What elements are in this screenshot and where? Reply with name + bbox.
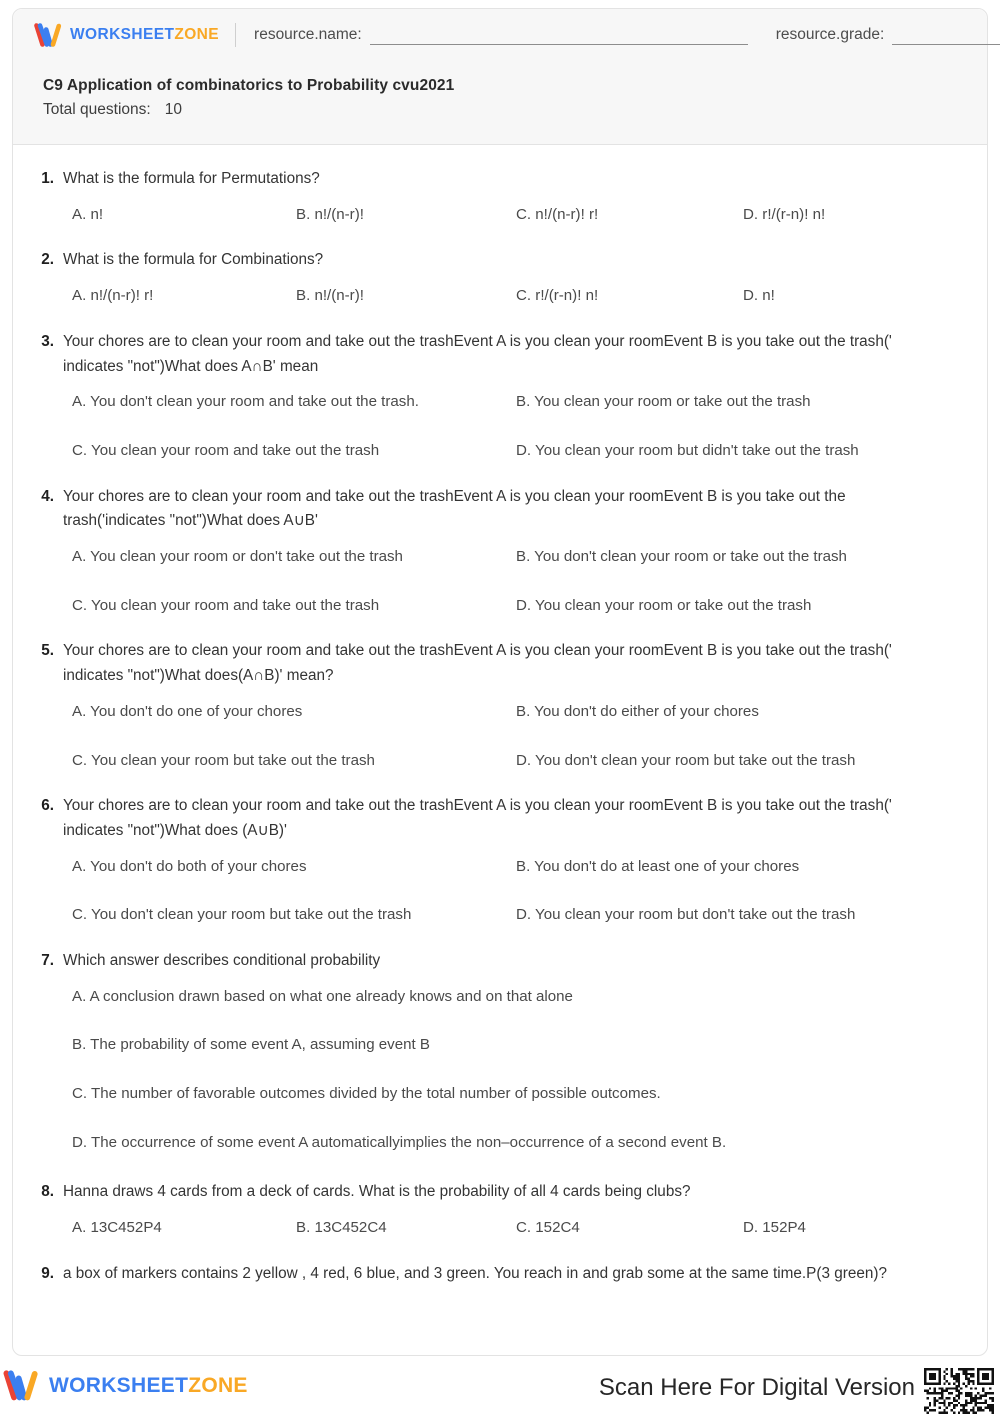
worksheetzone-logo-icon (33, 23, 63, 48)
question-item (37, 485, 963, 618)
brand-worksheet-text: WORKSHEET (70, 26, 175, 43)
question-item (37, 639, 963, 772)
questions-list (13, 145, 987, 1287)
question-text: Your chores are to clean your room and take out the trashEvent A is you clean your roomEvent B is you take out the trash('indicates "not")What does A∪B' (63, 487, 846, 530)
answer-option[interactable]: C. 152C4 (516, 1219, 580, 1237)
question-header (37, 248, 963, 273)
resource-name-input-line[interactable] (370, 31, 748, 45)
question-item (37, 1262, 963, 1287)
resource-grade-input-line[interactable] (892, 31, 1000, 45)
answer-options (37, 285, 963, 308)
worksheetzone-logo-icon (2, 1370, 40, 1402)
question-header (37, 639, 963, 689)
header-divider (235, 23, 236, 47)
answer-option[interactable]: D. You clean your room but didn't take out the trash (516, 441, 859, 459)
question-header (37, 330, 963, 380)
answer-option[interactable]: D. r!/(r-n)! n! (743, 205, 826, 223)
brand-logo-text (70, 26, 219, 44)
answer-option[interactable]: D. You clean your room but don't take out the trash (516, 906, 856, 924)
answer-option[interactable]: C. You clean your room but take out the trash (72, 751, 375, 769)
question-header (37, 1262, 963, 1287)
question-number: 1. (41, 170, 54, 187)
answer-option[interactable]: C. You clean your room and take out the trash (72, 596, 380, 614)
question-number: 6. (41, 797, 54, 815)
question-header (37, 949, 963, 974)
answer-options (37, 204, 963, 227)
answer-option[interactable]: D. The occurrence of some event A automaticallyimplies the non–occurrence of a second event B. (72, 1133, 727, 1151)
question-item (37, 794, 963, 927)
question-item (37, 248, 963, 307)
answer-option[interactable]: B. n!/(n-r)! (296, 287, 364, 305)
question-header (37, 794, 963, 844)
answer-option[interactable]: C. n!/(n-r)! r! (516, 205, 599, 223)
resource-name-label: resource.name: (254, 25, 362, 43)
worksheet-footer (0, 1364, 1000, 1414)
answer-option[interactable]: B. n!/(n-r)! (296, 205, 364, 223)
answer-option[interactable]: A. You don't do one of your chores (72, 702, 303, 720)
answer-option[interactable]: A. n! (72, 205, 104, 223)
qr-code-icon[interactable] (924, 1368, 994, 1414)
question-text: Your chores are to clean your room and take out the trashEvent A is you clean your roomEvent B is you take out the trash(' indicates "not")What does A∩B' mean (63, 332, 892, 375)
answer-option[interactable]: D. You don't clean your room but take out the trash (516, 751, 856, 769)
answer-options (37, 391, 963, 462)
question-text: Your chores are to clean your room and take out the trashEvent A is you clean your roomEvent B is you take out the trash(' indicates "not")What does(A∩B)' mean? (63, 642, 892, 685)
worksheet-title-block (13, 61, 987, 119)
answer-option[interactable]: A. A conclusion drawn based on what one already knows and on that alone (72, 987, 573, 1005)
answer-option[interactable]: C. You clean your room and take out the trash (72, 441, 380, 459)
question-number: 2. (41, 251, 54, 269)
header-top-row (13, 9, 987, 61)
footer-brand-logo-text (49, 1374, 248, 1398)
question-item (37, 1180, 963, 1239)
answer-option[interactable]: B. You clean your room or take out the trash (516, 393, 811, 411)
question-number: 8. (41, 1183, 54, 1201)
resource-grade-label: resource.grade: (775, 25, 885, 43)
answer-option[interactable]: D. You clean your room or take out the trash (516, 596, 812, 614)
answer-option[interactable]: B. You don't do either of your chores (516, 702, 759, 720)
question-header (37, 485, 963, 535)
answer-option[interactable]: A. 13C452P4 (72, 1219, 162, 1237)
answer-option[interactable]: A. You don't clean your room and take out the trash. (72, 393, 419, 411)
question-text: Hanna draws 4 cards from a deck of cards. What is the probability of all 4 cards being clubs? (63, 1183, 691, 1201)
answer-option[interactable]: B. The probability of some event A, assuming event B (72, 1036, 430, 1054)
question-item (37, 167, 963, 226)
question-header (37, 1180, 963, 1205)
question-number: 4. (41, 487, 54, 505)
answer-option[interactable]: B. You don't clean your room or take out the trash (516, 548, 847, 566)
total-questions-row (43, 101, 987, 119)
question-text: a box of markers contains 2 yellow , 4 red, 6 blue, and 3 green. You reach in and grab some at the same time.P(3 green)? (63, 1264, 887, 1282)
answer-options (37, 701, 963, 772)
answer-option[interactable]: B. 13C452C4 (296, 1219, 387, 1237)
worksheet-header (13, 9, 987, 145)
answer-options (37, 1217, 963, 1240)
question-header (37, 167, 963, 192)
brand-logo (33, 23, 219, 48)
resource-grade-field[interactable] (776, 26, 1000, 45)
question-number: 5. (41, 642, 54, 660)
footer-brand-worksheet-text: WORKSHEET (49, 1374, 189, 1397)
total-questions-count: 10 (164, 101, 182, 118)
answer-option[interactable]: D. n! (743, 287, 775, 305)
answer-option[interactable]: C. r!/(r-n)! n! (516, 287, 599, 305)
answer-option[interactable]: C. You don't clean your room but take out the trash (72, 906, 412, 924)
scan-here-text: Scan Here For Digital Version (598, 1374, 915, 1401)
brand-zone-text: ZONE (174, 26, 220, 43)
question-item (37, 330, 963, 463)
footer-brand-logo (2, 1370, 248, 1402)
worksheet-card (12, 8, 988, 1356)
answer-option[interactable]: C. The number of favorable outcomes divided by the total number of possible outcomes. (72, 1085, 661, 1103)
answer-option[interactable]: A. n!/(n-r)! r! (72, 287, 154, 305)
footer-brand-zone-text: ZONE (188, 1374, 248, 1397)
total-questions-label: Total questions: (43, 101, 151, 118)
question-number: 9. (41, 1264, 54, 1282)
question-text: What is the formula for Combinations? (63, 251, 324, 269)
question-text: Which answer describes conditional probability (63, 952, 381, 970)
answer-option[interactable]: A. You don't do both of your chores (72, 857, 307, 875)
answer-option[interactable]: D. 152P4 (743, 1219, 806, 1237)
answer-option[interactable]: B. You don't do at least one of your chores (516, 857, 800, 875)
question-number: 7. (41, 952, 54, 970)
answer-options (37, 986, 963, 1155)
question-text: What is the formula for Permutations? (63, 170, 320, 187)
question-number: 3. (41, 332, 54, 350)
answer-options (37, 546, 963, 617)
answer-options (37, 856, 963, 927)
answer-option[interactable]: A. You clean your room or don't take out the trash (72, 548, 403, 566)
question-item (37, 949, 963, 1154)
worksheet-title: C9 Application of combinatorics to Probability cvu2021 (43, 77, 455, 94)
resource-name-field[interactable] (254, 26, 748, 45)
question-text: Your chores are to clean your room and take out the trashEvent A is you clean your roomEvent B is you take out the trash(' indicates "not")What does (A∪B)' (63, 797, 892, 840)
